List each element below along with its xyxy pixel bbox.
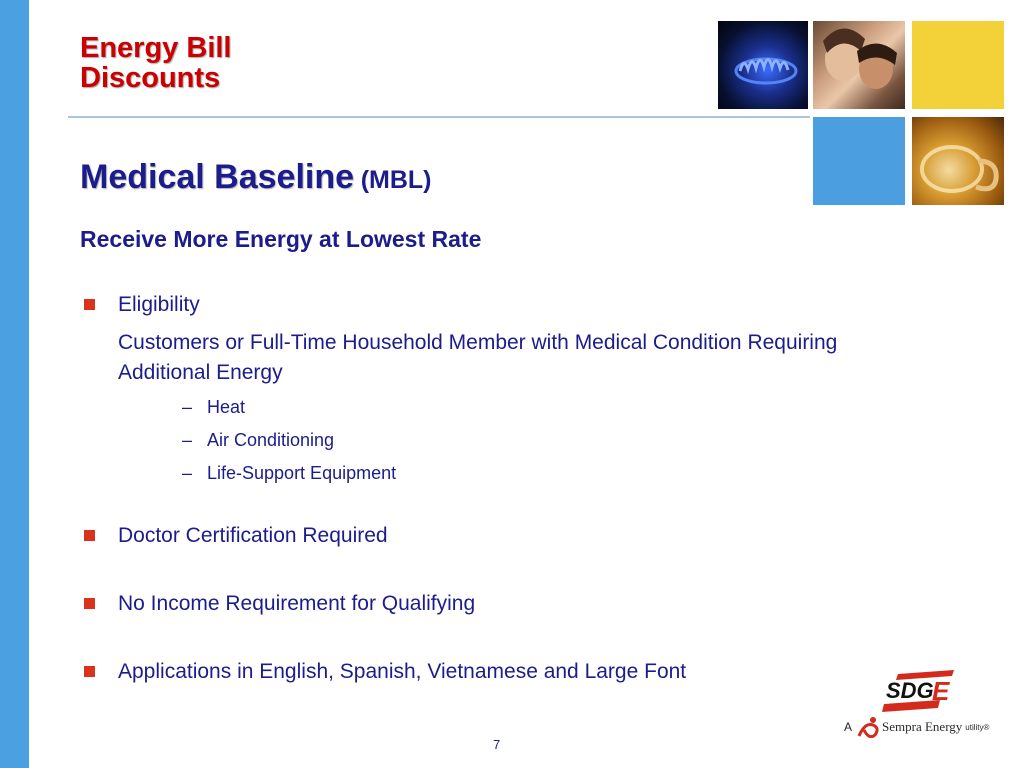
yellow-tile — [912, 21, 1004, 109]
bullet-text: No Income Requirement for Qualifying — [118, 592, 476, 615]
sempra-figure-icon — [856, 716, 882, 738]
bullet-item-doctor-certification — [84, 523, 388, 549]
sub-item-text: Life-Support Equipment — [207, 463, 397, 483]
mother-child-photo — [813, 21, 905, 109]
svg-text:E: E — [932, 676, 950, 706]
bullet-square-icon — [84, 299, 95, 310]
bullet-square-icon — [84, 598, 95, 609]
dash-icon: – — [182, 430, 193, 450]
sub-item-air-conditioning — [182, 429, 334, 451]
sub-item-life-support — [182, 462, 396, 484]
sub-item-text: Heat — [207, 397, 246, 417]
sempra-logo — [844, 716, 989, 738]
page-number: 7 — [493, 737, 501, 752]
slide-title-line2: Discounts — [80, 62, 221, 94]
subtitle-main: Medical Baseline — [80, 158, 355, 196]
sdge-logo — [882, 670, 954, 712]
dash-icon: – — [182, 463, 193, 483]
dash-icon: – — [182, 397, 193, 417]
blue-tile — [813, 117, 905, 205]
slide-subtitle — [80, 158, 432, 197]
sempra-company-name: Sempra Energy — [882, 719, 963, 734]
sub-item-heat — [182, 396, 245, 418]
bullet-text: Doctor Certification Required — [118, 524, 388, 547]
bullet-text: Applications in English, Spanish, Vietnamese and Large Font — [118, 660, 687, 683]
bullet-text: Eligibility — [118, 293, 200, 316]
bullet-square-icon — [84, 666, 95, 677]
slide-title-line1: Energy Bill — [80, 32, 232, 64]
bullet-item-applications — [84, 659, 686, 685]
eligibility-detail: Customers or Full-Time Household Member with Medical Condition Requiring Additional Energy — [118, 331, 838, 384]
left-sidebar-bar — [0, 0, 29, 768]
gas-flame-photo — [718, 21, 808, 109]
header-divider — [68, 116, 810, 118]
svg-text:SDG: SDG — [886, 678, 934, 703]
bullet-item-no-income — [84, 591, 475, 617]
sub-item-text: Air Conditioning — [207, 430, 335, 450]
slide-title — [80, 33, 232, 93]
sempra-utility-label: utility® — [965, 722, 990, 732]
sempra-prefix: A — [844, 720, 853, 734]
subtitle-abbreviation: (MBL) — [360, 166, 432, 194]
slide-tagline: Receive More Energy at Lowest Rate — [80, 226, 482, 252]
bullet-square-icon — [84, 530, 95, 541]
bullet-item-eligibility — [84, 292, 200, 318]
coffee-cup-photo — [912, 117, 1004, 205]
